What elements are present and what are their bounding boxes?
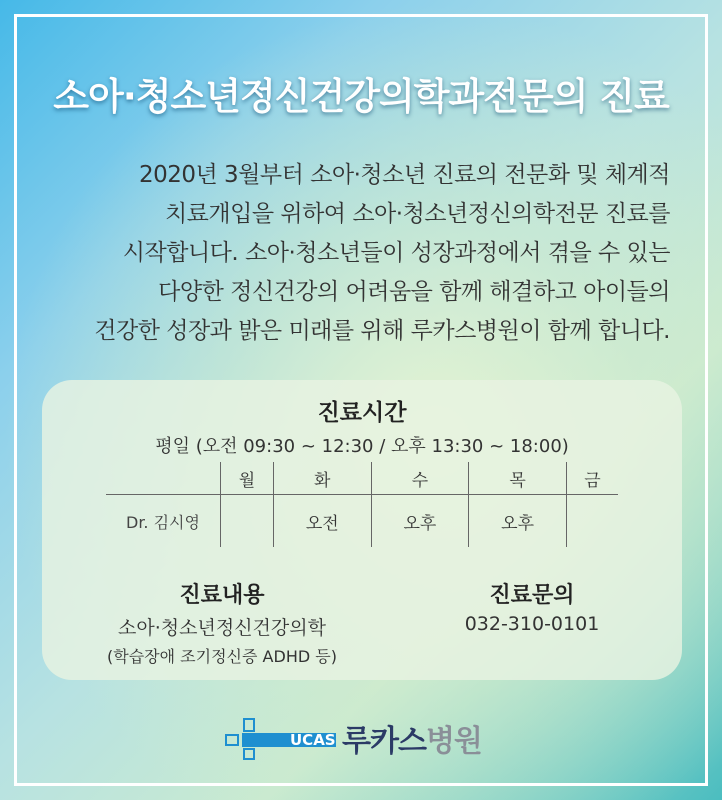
contact-heading: 진료문의 [489, 583, 575, 608]
day-header: 목 [469, 462, 567, 495]
contact-phone[interactable]: 032-310-0101 [464, 613, 600, 635]
intro-text [30, 156, 670, 351]
intro-line: 시작합니다. 소아·청소년들이 성장과정에서 겪을 수 있는 [122, 240, 670, 266]
day-header: 금 [566, 462, 618, 495]
schedule-hours: 평일 (오전 09:30 ~ 12:30 / 오후 13:30 ~ 18:00) [155, 436, 569, 457]
lucas-cross-icon [222, 715, 338, 761]
contact-info [422, 578, 642, 635]
slot-cell: 오전 [273, 495, 371, 548]
doctor-name: Dr. 김시영 [126, 512, 200, 532]
schedule-title: 진료시간 [317, 400, 407, 426]
slot-cell [566, 495, 618, 548]
info-card [42, 380, 682, 680]
page-title: 소아·청소년정신건강의학과전문의 진료 [53, 75, 669, 118]
intro-line: 다양한 정신건강의 어려움을 함께 해결하고 아이들의 [158, 279, 670, 305]
intro-line: 치료개입을 위하여 소아·청소년정신의학전문 진료를 [164, 201, 670, 227]
intro-line: 건강한 성장과 밝은 미래를 위해 루카스병원이 함께 합니다. [94, 318, 670, 344]
slot-cell: 오후 [469, 495, 567, 548]
day-header: 수 [371, 462, 469, 495]
hospital-logo [222, 714, 482, 762]
hospital-name [342, 716, 482, 760]
schedule-table [106, 462, 618, 547]
slot-cell: 오후 [371, 495, 469, 548]
schedule-doctor-row [106, 495, 618, 548]
schedule-header-row [106, 462, 618, 495]
intro-line: 2020년 3월부터 소아·청소년 진료의 전문화 및 체계적 [139, 162, 670, 188]
logo-mark-text: UCAS [290, 731, 336, 749]
treatment-heading: 진료내용 [179, 583, 265, 608]
hospital-name-main: 루카스 [342, 724, 426, 759]
schedule-corner-cell [106, 462, 221, 495]
treatment-detail: (학습장애 조기정신증 ADHD 등) [107, 647, 337, 666]
day-header: 화 [273, 462, 371, 495]
treatment-content [82, 578, 362, 667]
day-header: 월 [221, 462, 274, 495]
treatment-line: 소아·청소년정신건강의학 [118, 617, 326, 639]
hospital-name-sub: 병원 [425, 724, 482, 759]
slot-cell [221, 495, 274, 548]
